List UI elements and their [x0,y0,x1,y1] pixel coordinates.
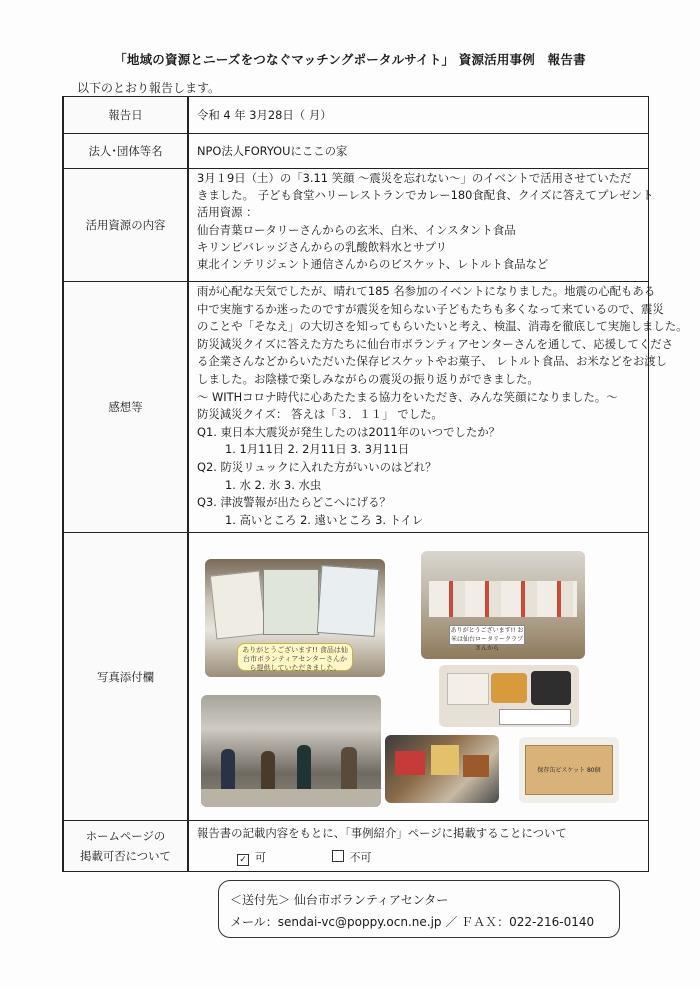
quiz-answers: 1. 水 2. 氷 3. 水虫 [225,477,322,492]
checkbox-no[interactable] [332,850,344,862]
shelf-sign: ありがとうございます!! お米は仙台ロータリークラブさんから [450,627,524,652]
biscuit-box-label: 保存缶ビスケット 80個 [525,745,613,795]
quiz-question: Q3. 津波警報が出たらどこへにげる？ [197,495,391,510]
option-no-label: 不可 [349,851,372,864]
send-to: ＜送付先＞ 仙台市ボランティアセンター [230,893,449,907]
label-photos: 写真添付欄 [63,533,188,821]
row-impressions [63,282,649,533]
value-resources [188,169,654,282]
impressions-line: のことや「そなえ」の大切さを知ってもらいたいと考え、検温、消毒を徹底して実施しました。 [197,319,688,334]
resources-line: 仙台青葉ロータリーさんからの玄米、白米、インスタント食品 [197,222,516,237]
option-yes[interactable] [237,849,266,866]
checkbox-yes[interactable]: ✓ [237,854,249,866]
send-to-box [218,880,620,938]
option-yes-label: 可 [255,851,266,864]
resources-line: きました。 子ども食堂ハリーレストランでカレー180食配食、クイズに答えてプレゼント [197,188,654,203]
impressions-line: ～ WITHコロナ時代に心あたたまる協力をいただき、みんな笑顔になりました。～ [197,389,618,404]
impressions-line: 中で実施するか迷ったのですが震災を知らない子どもたちも多くなって来ているので、震災 [197,301,664,316]
option-no[interactable] [332,849,372,865]
quiz-answers: 1. 高いところ 2. 遠いところ 3. トイレ [225,512,424,527]
photo-snacks [385,735,499,803]
resources-line: キリンビバレッジさんからの乳酸飲料水とサプリ [197,239,448,254]
row-organization [63,134,649,169]
row-resources [63,169,649,282]
photo-food-bags [205,559,385,677]
photo-event-crowd [201,695,381,807]
photo-shelf-boxes [421,551,585,659]
report-table [62,96,688,872]
value-impressions [188,282,688,533]
resources-line: 東北インテリジェント通信さんからのビスケット、レトルト食品など [197,257,549,272]
intro-text: 以下のとおり報告します。 [77,81,221,95]
photo-biscuit-box [519,737,619,803]
label-organization: 法人･団体等名 [63,134,188,169]
homepage-options [197,849,644,866]
label-homepage-line1: ホームページの [85,829,166,843]
label-resources: 活用資源の内容 [63,169,188,282]
value-report-date: 令和 4 年 3月28日（ 月） [188,97,649,134]
label-report-date: 報告日 [63,97,188,134]
impressions-line: 雨が心配な天気でしたが、晴れて185 名参加のイベントになりました。地震の心配もある [197,284,656,298]
row-homepage [63,821,649,872]
label-homepage [63,821,188,872]
label-homepage-line2: 掲載可否について [80,849,171,863]
homepage-question: 報告書の記載内容をもとに、「事例紹介」ページに掲載することについて [197,826,567,840]
quiz-answers: 1. 1月11日 2. 2月11日 3. 3月11日 [225,442,410,457]
value-homepage [188,821,649,872]
photo-sign: ありがとうございます!! 食品は仙台市ボランティアセンターさんから提供していただきました。 [237,643,353,671]
impressions-line: 防災減災クイズに答えた方たちに仙台市ボランティアセンターさんを通して、応援してくださ [197,336,674,351]
impressions-line: る企業さんなどからいただいた保存ビスケットやお菓子、 レトルト食品、お米などをお渡し [197,354,668,369]
resources-line: 活用資源 ： [197,205,258,220]
label-impressions: 感想等 [63,282,188,533]
impressions-line: しました。お陰様で楽しみながらの震災の振り返りができました。 [197,371,539,386]
photo-food-trays [439,665,579,727]
send-contact: メール：sendai-vc@poppy.ocn.ne.jp ／ ＦＡＸ：022-216-0140 [230,915,595,929]
report-title: 「地域の資源とニーズをつなぐマッチングポータルサイト」 資源活用事例 報告書 [114,52,586,67]
impressions-line: 防災減災クイズ： 答えは「３．１１」 でした。 [197,407,443,422]
resources-line: 3月１9日（土）の「3.11 笑顔 ～震災を忘れない～」のイベントで活用させていただ [197,171,632,185]
photo-area [188,533,649,821]
row-report-date [63,97,649,134]
quiz-question: Q1. 東日本大震災が発生したのは2011年のいつでしたか？ [197,424,501,439]
quiz-question: Q2. 防災リュックに入れた方がいいのはどれ？ [197,459,437,474]
row-photos [63,533,649,821]
value-organization: NPO法人FORYOUにここの家 [188,134,649,169]
